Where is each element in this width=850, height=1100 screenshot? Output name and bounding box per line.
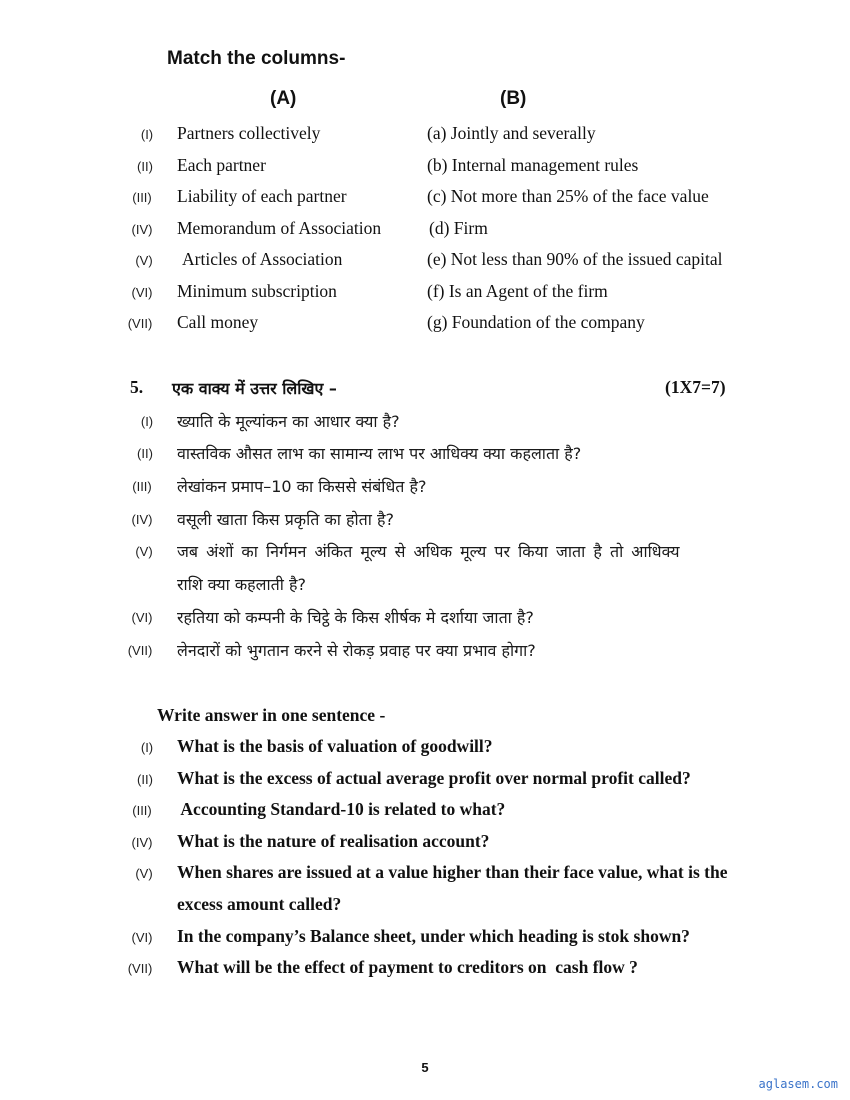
- item-number: (IV): [131, 512, 153, 527]
- question-number: 5.: [130, 377, 144, 397]
- hindi-question-item: [0, 508, 850, 532]
- match-row: [0, 186, 850, 210]
- column-a-header: (A): [270, 88, 297, 109]
- item-number: (V): [135, 544, 153, 559]
- watermark: aglasem.com: [758, 1077, 838, 1091]
- hindi-question-item: [0, 475, 850, 499]
- hindi-question-title: एक वाक्य में उत्तर लिखिए –: [172, 379, 337, 398]
- column-a-text: Liability of each partner: [177, 186, 347, 206]
- item-number: (V): [135, 253, 153, 268]
- english-question-item: [0, 736, 850, 760]
- page-number: 5: [421, 1060, 429, 1075]
- column-b-text: (b) Internal management rules: [427, 155, 639, 175]
- item-number: (IV): [131, 222, 153, 237]
- item-number: (II): [137, 446, 153, 461]
- item-number: (I): [140, 740, 154, 755]
- english-question-item: [0, 926, 850, 950]
- question-text: What is the excess of actual average profit over normal profit called?: [177, 768, 691, 788]
- english-question-item: [0, 862, 850, 886]
- item-number: (II): [137, 772, 153, 787]
- item-number: (VI): [131, 285, 153, 300]
- question-text: Accounting Standard-10 is related to what?: [177, 799, 506, 819]
- question-text: जब अंशों का निर्गमन अंकित मूल्य से अधिक मूल्य पर किया जाता है तो आधिक्य: [177, 542, 680, 561]
- item-number: (VII): [127, 643, 153, 658]
- item-number: (V): [135, 866, 153, 881]
- column-b-text: (d) Firm: [429, 218, 488, 238]
- hindi-question-item: [0, 606, 850, 630]
- item-number: (VI): [131, 610, 153, 625]
- match-row: [0, 155, 850, 179]
- column-a-text: Partners collectively: [177, 123, 321, 143]
- column-a-text: Memorandum of Association: [177, 218, 382, 238]
- match-row: [0, 249, 850, 273]
- column-b-text: (f) Is an Agent of the firm: [427, 281, 608, 301]
- item-number: (III): [132, 479, 152, 494]
- question-text: What will be the effect of payment to creditors on cash flow ?: [177, 957, 638, 977]
- hindi-question-item: [0, 442, 850, 466]
- hindi-question-item: [0, 410, 850, 434]
- column-a-text: Minimum subscription: [177, 281, 337, 301]
- column-b-text: (a) Jointly and severally: [427, 123, 596, 143]
- hindi-question-item: [0, 639, 850, 663]
- column-a-text: Call money: [177, 312, 259, 332]
- english-question-item: [0, 799, 850, 823]
- hindi-question-item: [0, 540, 850, 564]
- question-text-continued: excess amount called?: [177, 894, 342, 914]
- english-question-item: [0, 831, 850, 855]
- english-question-item: [0, 957, 850, 981]
- marks-allocation: (1X7=7): [665, 377, 726, 397]
- question-text: वसूली खाता किस प्रकृति का होता है?: [177, 510, 394, 529]
- item-number: (VI): [131, 930, 153, 945]
- english-question-title: Write answer in one sentence -: [157, 705, 386, 725]
- english-question-item: [0, 768, 850, 792]
- question-text: लेनदारों को भुगतान करने से रोकड़ प्रवाह पर क्या प्रभाव होगा?: [177, 641, 536, 660]
- match-row: [0, 123, 850, 147]
- question-text: What is the basis of valuation of goodwill?: [177, 736, 493, 756]
- column-b-text: (g) Foundation of the company: [427, 312, 645, 332]
- english-question-continuation: [0, 894, 850, 918]
- question-text: What is the nature of realisation account?: [177, 831, 490, 851]
- item-number: (III): [132, 190, 152, 205]
- match-row: [0, 312, 850, 336]
- column-b-header: (B): [500, 88, 527, 109]
- question-text: In the company’s Balance sheet, under which heading is stok shown?: [177, 926, 690, 946]
- match-row: [0, 281, 850, 305]
- match-columns-title: Match the columns-: [167, 48, 346, 69]
- column-b-text: (c) Not more than 25% of the face value: [427, 186, 709, 206]
- question-text-continued: राशि क्या कहलाती है?: [177, 575, 306, 594]
- question-text: लेखांकन प्रमाप–10 का किससे संबंधित है?: [177, 477, 427, 496]
- column-b-text: (e) Not less than 90% of the issued capital: [427, 249, 723, 269]
- question-text: रहतिया को कम्पनी के चिट्ठे के किस शीर्षक मे दर्शाया जाता है?: [177, 608, 534, 627]
- item-number: (III): [132, 803, 152, 818]
- item-number: (IV): [131, 835, 153, 850]
- column-a-text: Each partner: [177, 155, 266, 175]
- question-text: वास्तविक औसत लाभ का सामान्य लाभ पर आधिक्य क्या कहलाता है?: [177, 444, 582, 463]
- item-number: (I): [140, 127, 154, 142]
- item-number: (II): [137, 159, 153, 174]
- item-number: (I): [140, 414, 154, 429]
- hindi-question-continuation: [0, 573, 850, 597]
- question-text: ख्याति के मूल्यांकन का आधार क्या है?: [177, 412, 400, 431]
- question-text: When shares are issued at a value higher than their face value, what is the: [177, 862, 728, 882]
- column-a-text: Articles of Association: [182, 249, 343, 269]
- item-number: (VII): [127, 316, 153, 331]
- match-row: [0, 218, 850, 242]
- item-number: (VII): [127, 961, 153, 976]
